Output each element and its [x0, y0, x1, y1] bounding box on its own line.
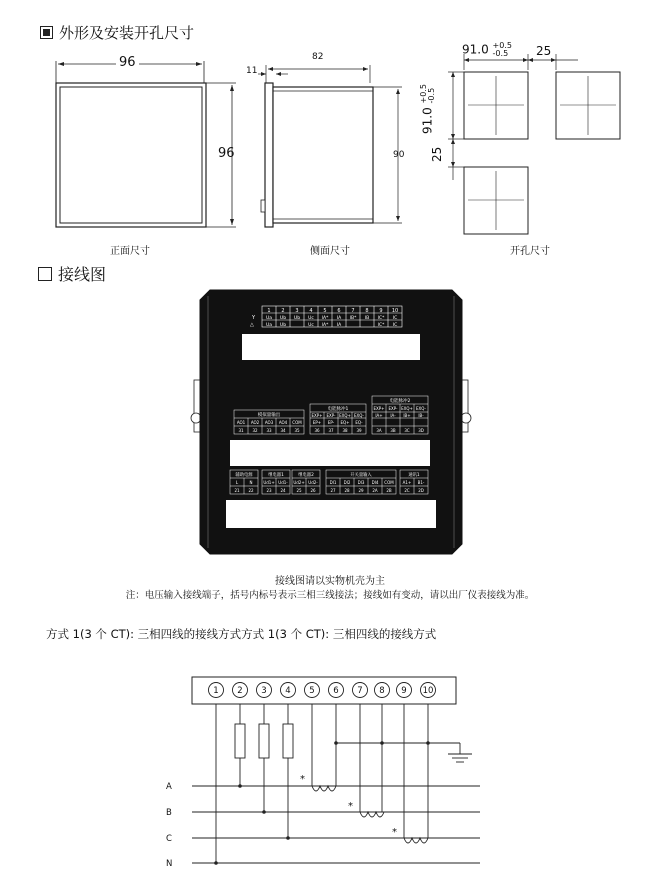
terminal-number: 5	[309, 686, 315, 696]
top-num: 10	[391, 308, 399, 314]
row-y-cell: IB	[364, 316, 370, 321]
pulse2-top: EXQ+	[401, 406, 413, 411]
di-label: COM	[384, 480, 394, 485]
analog-num: 31	[238, 428, 244, 433]
pulse2-title: 电能脉冲2	[389, 399, 411, 404]
front-caption: 正面尺寸	[110, 246, 150, 257]
row-d-cell: Ua	[265, 323, 273, 328]
pulse2-label: IA+	[375, 413, 383, 418]
analog-title: 模拟量输出	[257, 413, 281, 418]
cutout-v-tol-up: +0.5	[419, 84, 428, 104]
row-y-cell: IC*	[377, 316, 385, 321]
ct-star: *	[300, 774, 305, 785]
power-label: L	[235, 480, 239, 485]
terminal-number: 3	[261, 686, 267, 696]
di-label: DI1	[329, 480, 337, 485]
cutout-gap-label: 25	[536, 44, 552, 58]
row-y-label: Y	[252, 315, 256, 321]
note-line-2: 注：电压输入接线端子，括号内标号表示三相三线接法；接线如有变动，请以出厂仪表接线为准。	[125, 590, 535, 601]
pulse2-num: 3A	[376, 428, 382, 433]
note-line-1: 接线图请以实物机壳为主	[275, 576, 385, 587]
relay1-label: Ud1+	[263, 480, 275, 485]
terminal-number: 2	[237, 686, 243, 696]
terminal-number: 4	[285, 686, 291, 696]
pulse1-num: 38	[342, 428, 348, 433]
di-num: 2A	[372, 488, 378, 493]
pulse2-top: EXQ-	[416, 406, 426, 411]
phase-label-a: A	[166, 782, 172, 792]
comm-label: B1-	[417, 480, 425, 485]
section-title-text: 外形及安装开孔尺寸	[59, 24, 195, 42]
di-title: 开关量输入	[350, 473, 372, 478]
cutout-width-label	[462, 42, 512, 58]
comm-label: A1+	[402, 480, 412, 485]
cutout-caption: 开孔尺寸	[510, 246, 550, 257]
section-title-wiring	[38, 262, 106, 285]
front-width-label: 96	[116, 55, 139, 70]
relay1-num: 24	[280, 488, 286, 493]
cutout-vertical-label	[420, 84, 436, 134]
row-y-cell: Ub	[279, 316, 287, 321]
label-bar	[230, 440, 430, 466]
relay2-title: 继电器2	[298, 473, 314, 478]
pulse2-num: 3C	[404, 428, 410, 433]
top-num: 6	[337, 308, 341, 314]
pulse1-num: 36	[314, 428, 320, 433]
wiring-diagram	[160, 672, 500, 877]
di-num: 28	[344, 488, 350, 493]
relay2-label: Ud2+	[293, 480, 305, 485]
pulse2-label: IA-	[390, 413, 396, 418]
pulse1-label: EP-	[327, 420, 335, 425]
row-y-cell: IA	[336, 316, 342, 321]
top-num: 3	[295, 308, 299, 314]
row-y-cell: IA*	[321, 316, 329, 321]
terminal-number: 1	[213, 686, 219, 696]
pulse1-num: 37	[328, 428, 334, 433]
pulse2-label: IB-	[418, 413, 424, 418]
top-num: 7	[351, 308, 355, 314]
cutout-tol-up: +0.5	[492, 41, 512, 50]
power-num: 21	[234, 488, 240, 493]
analog-num: 32	[252, 428, 258, 433]
pulse2-num: 3B	[390, 428, 396, 433]
analog-num: 35	[294, 428, 300, 433]
terminal-number: 9	[401, 686, 407, 696]
row-y-cell: Ua	[265, 316, 273, 321]
row-y-cell: IB*	[349, 316, 357, 321]
di-label: DI4	[371, 480, 379, 485]
pulse1-top: EXQ-	[354, 413, 364, 418]
analog-num: 33	[266, 428, 272, 433]
power-num: 22	[248, 488, 254, 493]
section-title-dimensions	[40, 22, 194, 43]
comm-num: 2C	[404, 488, 410, 493]
top-num: 2	[281, 308, 285, 314]
pulse2-label: IB+	[403, 413, 411, 418]
di-num: 2B	[386, 488, 392, 493]
analog-label: AO3	[264, 420, 274, 425]
di-num: 27	[330, 488, 336, 493]
pulse1-title: 电能脉冲1	[327, 407, 349, 412]
cutout-gap-vertical-label: 25	[430, 146, 444, 162]
comm-num: 2D	[418, 488, 424, 493]
rear-panel-drawing	[186, 288, 476, 556]
method-title: 方式 1(3 个 CT): 三相四线的接线方式方式 1(3 个 CT): 三相四线的接线方式	[46, 627, 437, 641]
phase-label-b: B	[166, 808, 172, 818]
power-label: N	[249, 480, 253, 485]
cutout-height-value: 91.0	[420, 107, 435, 134]
pulse1-top: EXQ+	[339, 413, 351, 418]
analog-label: AO1	[236, 420, 246, 425]
row-d-cell: Ub	[279, 323, 287, 328]
pulse2-top: EXP+	[373, 406, 385, 411]
analog-num: 34	[280, 428, 286, 433]
row-y-cell: Ub	[293, 316, 301, 321]
pulse2-top: EXP-	[388, 406, 398, 411]
terminal-number: 7	[357, 686, 363, 696]
analog-label: AO2	[250, 420, 260, 425]
cutout-v-tol-down: -0.5	[427, 87, 436, 104]
analog-label: COM	[292, 420, 302, 425]
pulse2-num: 3D	[418, 428, 424, 433]
front-height-label: 96	[218, 146, 235, 161]
row-d-cell: IC*	[377, 323, 385, 328]
label-bar	[226, 500, 436, 528]
side-depth-label: 82	[312, 52, 324, 62]
cutout-tol-down: -0.5	[492, 49, 509, 58]
top-num: 9	[379, 308, 383, 314]
pulse1-label: EQ+	[340, 420, 350, 425]
relay2-num: 25	[296, 488, 302, 493]
relay1-title: 继电器1	[268, 473, 284, 478]
ct-star: *	[392, 827, 397, 838]
relay1-label: Ud1-	[278, 480, 288, 485]
pulse1-top: EXP+	[311, 413, 323, 418]
top-num: 5	[323, 308, 327, 314]
side-offset-label: 11	[246, 66, 258, 76]
row-d-cell: IC	[392, 323, 398, 328]
comm-title: 通讯1	[408, 473, 420, 478]
side-caption: 侧面尺寸	[310, 246, 350, 257]
section-title-text: 接线图	[58, 265, 107, 284]
power-title: 辅助电源	[235, 473, 253, 478]
cutout-width-value: 91.0	[462, 42, 489, 57]
analog-label: AO4	[278, 420, 288, 425]
pulse1-num: 39	[356, 428, 362, 433]
row-d-cell: Uc	[308, 323, 314, 328]
row-y-cell: Uc	[308, 316, 314, 321]
relay1-num: 23	[266, 488, 272, 493]
label-bar	[242, 334, 420, 360]
di-label: DI3	[357, 480, 365, 485]
side-view-drawing	[240, 55, 420, 240]
empty-square-icon	[38, 267, 52, 281]
relay2-label: Ud2-	[308, 480, 318, 485]
pulse1-label: EQ-	[355, 420, 363, 425]
row-d-label: △	[250, 322, 254, 328]
row-d-cell: IA*	[321, 323, 329, 328]
terminal-number: 6	[333, 686, 339, 696]
top-num: 1	[267, 308, 271, 314]
terminal-number: 8	[379, 686, 385, 696]
phase-label-c: C	[166, 834, 172, 844]
di-label: DI2	[343, 480, 351, 485]
top-num: 4	[309, 308, 313, 314]
di-num: 29	[358, 488, 364, 493]
row-d-cell: IA	[336, 323, 342, 328]
top-num: 8	[365, 308, 369, 314]
terminal-number: 10	[422, 686, 434, 696]
ct-star: *	[348, 801, 353, 812]
phase-label-n: N	[166, 859, 173, 869]
cutout-drawing	[420, 38, 660, 238]
side-height-label: 90	[393, 150, 405, 160]
row-y-cell: IC	[392, 316, 398, 321]
pulse1-label: EP+	[312, 420, 322, 425]
relay2-num: 26	[310, 488, 316, 493]
filled-square-icon	[40, 26, 53, 39]
pulse1-top: EXP-	[326, 413, 336, 418]
